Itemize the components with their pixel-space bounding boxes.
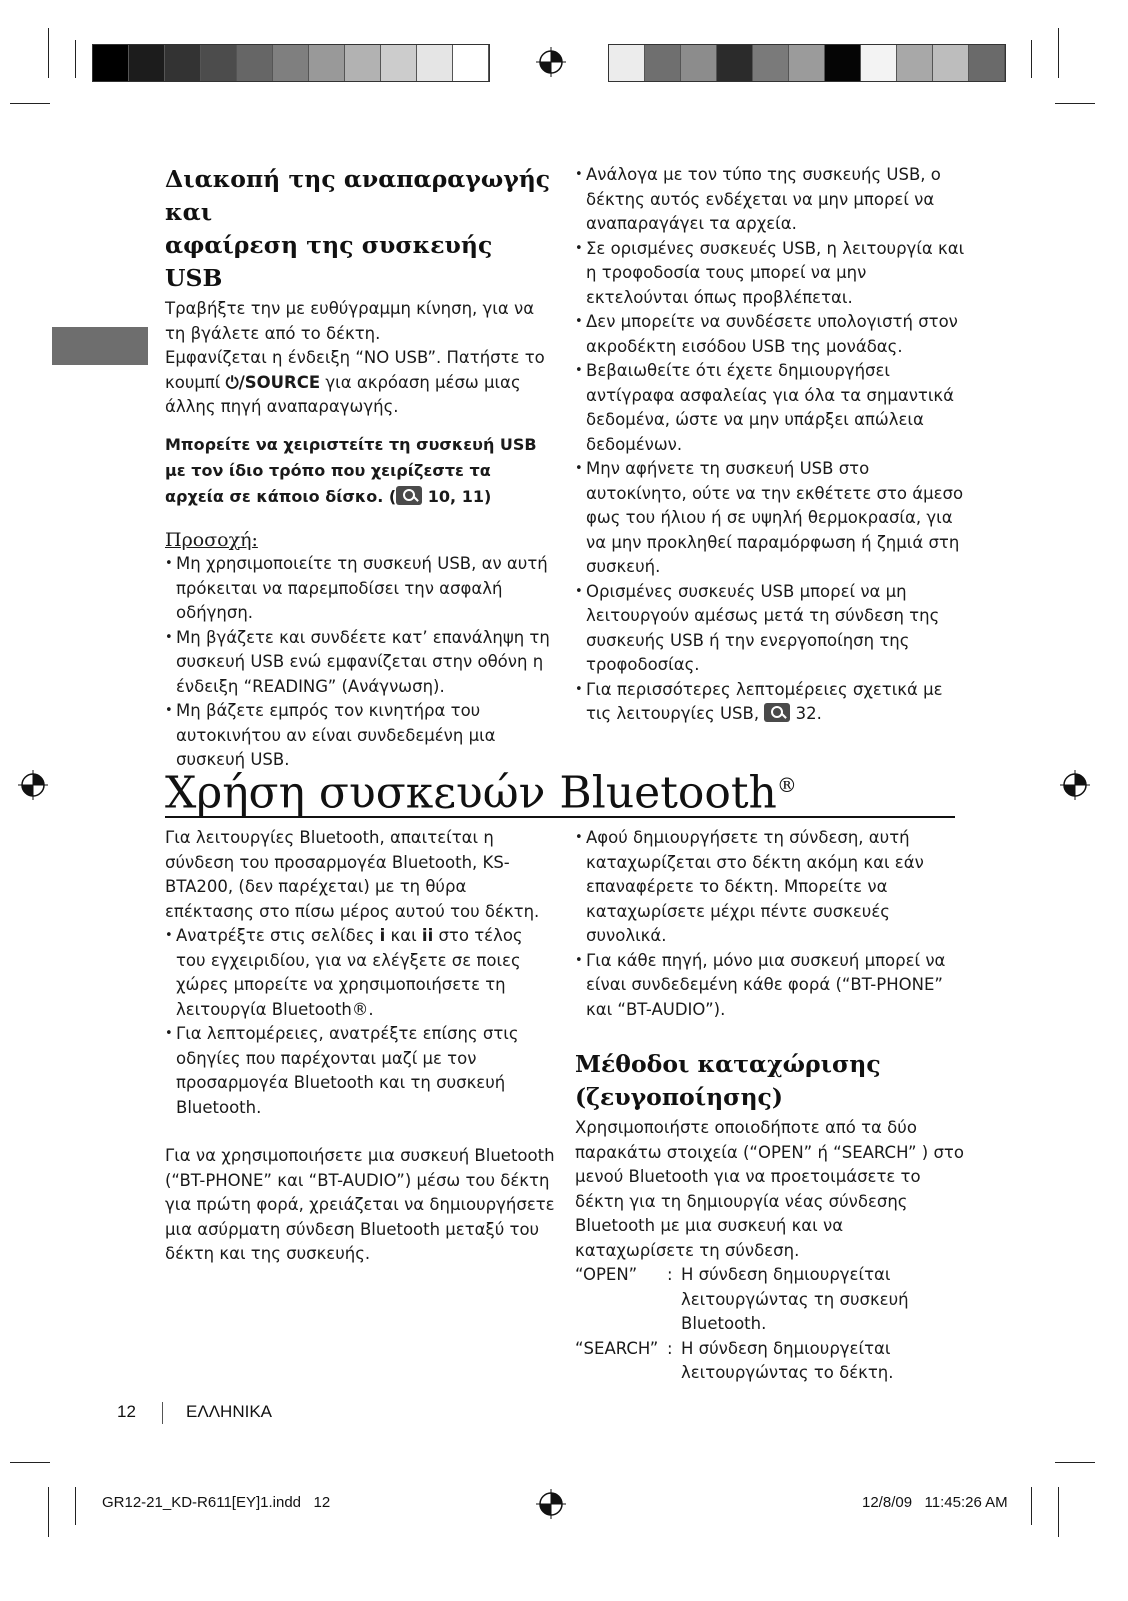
color-swatch <box>789 45 825 81</box>
crop-mark <box>75 1487 76 1525</box>
list-item: • Για κάθε πηγή, μόνο μια συσκευή μπορεί να είναι συνδεδεμένη κάθε φορά (“BT-PHONE” και “BT-AUDIO”). <box>575 949 965 1023</box>
list-item: • Δεν μπορείτε να συνδέσετε υπολογιστή στον ακροδέκτη εισόδου USB της μονάδας. <box>575 310 965 359</box>
color-swatch <box>609 45 645 81</box>
usb-notes-list <box>575 163 965 678</box>
crop-mark <box>75 40 76 78</box>
crop-mark <box>48 28 49 78</box>
caution-heading: Προσοχή: <box>165 528 258 551</box>
color-swatch <box>129 45 165 81</box>
color-swatch <box>309 45 345 81</box>
color-swatch <box>645 45 681 81</box>
color-swatch <box>753 45 789 81</box>
bluetooth-first-use-para: Για να χρησιμοποιήσετε μια συσκευή Bluetooth (“BT-PHONE” και “BT-AUDIO”) μέσω του δέκτη για πρώτη φορά, χρειάζεται να δημιουργήσετε μια ασύρματη σύνδεση Bluetooth μεταξύ του δέκτη και της συσκευής. <box>165 1146 555 1263</box>
color-swatch <box>969 45 1005 81</box>
method-term: “SEARCH” <box>575 1338 659 1358</box>
registration-mark-icon <box>1060 770 1090 800</box>
color-swatch <box>453 45 489 81</box>
usb-removal-section <box>165 163 555 773</box>
crop-mark <box>10 103 50 104</box>
color-swatch <box>417 45 453 81</box>
list-item: • Μη χρησιμοποιείτε τη συσκευή USB, αν αυτή πρόκειται να παρεμποδίσει την ασφαλή οδήγηση. <box>165 552 555 626</box>
color-swatch <box>681 45 717 81</box>
page-reference-icon <box>396 486 422 505</box>
crop-mark <box>1058 1487 1059 1537</box>
source-button-label: ⏻/SOURCE <box>225 372 321 392</box>
color-swatch <box>897 45 933 81</box>
color-swatch <box>861 45 897 81</box>
color-swatch <box>165 45 201 81</box>
usb-notes-column <box>575 163 965 727</box>
color-swatch <box>933 45 969 81</box>
bluetooth-notes-column <box>575 826 965 1386</box>
method-description: Η σύνδεση δημιουργείται λειτουργώντας το δέκτη. <box>681 1338 894 1382</box>
method-term: “OPEN” <box>575 1265 638 1284</box>
list-item: • Ανατρέξτε στις σελίδες i και ii στο τέλος του εγχειριδίου, για να ελέγξετε σε ποιες χώρες μπορείτε να χρησιμοποιήσετε τη λειτουργία Bluetooth®. <box>165 924 555 1022</box>
color-calibration-strip-right <box>608 44 1006 82</box>
color-swatch <box>825 45 861 81</box>
list-item: • Για λεπτομέρειες, ανατρέξτε επίσης στις οδηγίες που παρέχονται μαζί με τον προσαρμογέα Bluetooth και τη συσκευή Bluetooth. <box>165 1022 555 1120</box>
caution-list <box>165 552 555 773</box>
no-usb-para: Εμφανίζεται η ένδειξη “NO USB”. Πατήστε το κουμπί ⏻/SOURCE για ακρόαση μέσω μιας άλλης πηγή αναπαραγωγής. <box>165 348 545 416</box>
footer-divider <box>162 1402 163 1424</box>
crop-mark <box>1055 103 1095 104</box>
page-reference-icon <box>764 703 790 722</box>
color-swatch <box>93 45 129 81</box>
crop-mark <box>1031 1487 1032 1525</box>
color-calibration-strip-left <box>92 44 490 82</box>
list-item: • Σε ορισμένες συσκευές USB, η λειτουργία και η τροφοδοσία τους μπορεί να μην εκτελούνται όπως προβλέπεται. <box>575 237 965 311</box>
language-tab <box>52 327 148 365</box>
pairing-methods-list: “OPEN” : Η σύνδεση δημιουργείται λειτουργώντας τη συσκευή Bluetooth. “SEARCH” : Η σύνδεση δημιουργείται λειτουργώντας το δέκτη. <box>575 1263 965 1386</box>
color-swatch <box>345 45 381 81</box>
bluetooth-intro-column <box>165 826 555 1267</box>
language-label: ΕΛΛΗΝΙΚΑ <box>186 1402 273 1421</box>
pairing-methods-para: Χρησιμοποιήστε οποιοδήποτε από τα δύο παρακάτω στοιχεία (“OPEN” ή “SEARCH” ) στο μενού Bluetooth για να προετοιμάσετε το δέκτη για τη δημιουργία νέας σύνδεσης Bluetooth με μια συσκευή και να καταχωρίσετε τη σύνδεση. <box>575 1118 964 1260</box>
list-item: • Βεβαιωθείτε ότι έχετε δημιουργήσει αντίγραφα ασφαλείας για όλα τα σημαντικά δεδομένα, ώστε να μην υπάρξει απώλεια δεδομένων. <box>575 359 965 457</box>
list-item: • Μη βάζετε εμπρός τον κινητήρα του αυτοκινήτου αν είναι συνδεδεμένη μια συσκευή USB. <box>165 699 555 773</box>
registration-mark-icon <box>18 770 48 800</box>
print-timestamp: 12/8/09 11:45:26 AM <box>862 1494 1008 1511</box>
usb-removal-para: Τραβήξτε την με ευθύγραμμη κίνηση, για να τη βγάλετε από το δέκτη. <box>165 299 535 343</box>
bluetooth-intro: Για λειτουργίες Bluetooth, απαιτείται η σύνδεση του προσαρμογέα Bluetooth, KS-BTA200, (δεν παρέχεται) με τη θύρα επέκτασης στο πίσω μέρος αυτού του δέκτη. <box>165 828 540 921</box>
color-swatch <box>273 45 309 81</box>
bluetooth-section-title: Χρήση συσκευών Bluetooth® <box>165 767 797 819</box>
method-description: Η σύνδεση δημιουργείται λειτουργώντας τη συσκευή Bluetooth. <box>681 1265 909 1333</box>
crop-mark <box>10 1462 50 1463</box>
page-number: 12 <box>117 1402 136 1421</box>
color-swatch <box>237 45 273 81</box>
color-swatch <box>201 45 237 81</box>
title-rule <box>165 816 955 818</box>
pairing-methods-heading: Μέθοδοι καταχώρισης (ζευγοποίησης) <box>575 1050 881 1111</box>
bluetooth-notes-list <box>575 826 965 1022</box>
usb-removal-heading: Διακοπή της αναπαραγωγής και αφαίρεση της συσκευής USB <box>165 165 551 292</box>
registration-mark-icon <box>536 47 566 77</box>
file-info: GR12-21_KD-R611[EY]1.indd 12 <box>102 1494 331 1511</box>
list-item: • Αφού δημιουργήσετε τη σύνδεση, αυτή καταχωρίζεται στο δέκτη ακόμη και εάν επαναφέρετε το δέκτη. Μπορείτε να καταχωρίσετε μέχρι πέντε συσκευές συνολικά. <box>575 826 965 949</box>
crop-mark <box>1058 28 1059 78</box>
list-item: • Για περισσότερες λεπτομέρειες σχετικά με τις λειτουργίες USB, 32. <box>575 678 965 727</box>
list-item: • Μη βγάζετε και συνδέετε κατ’ επανάληψη τη συσκευή USB ενώ εμφανίζεται στην οθόνη η ένδειξη “READING” (Ανάγνωση). <box>165 626 555 700</box>
crop-mark <box>1031 40 1032 78</box>
registration-mark-icon <box>536 1489 566 1519</box>
color-swatch <box>717 45 753 81</box>
crop-mark <box>48 1487 49 1537</box>
crop-mark <box>1055 1462 1095 1463</box>
list-item: • Μην αφήνετε τη συσκευή USB στο αυτοκίνητο, ούτε να την εκθέτετε στο άμεσο φως του ήλιου ή σε υψηλή θερμοκρασία, για να μην προκληθεί παραμόρφωση ή ζημιά στη συσκευή. <box>575 457 965 580</box>
color-swatch <box>381 45 417 81</box>
list-item: • Ορισμένες συσκευές USB μπορεί να μη λειτουργούν αμέσως μετά τη σύνδεση της συσκευής USB ή την ενεργοποίηση της τροφοδοσίας. <box>575 580 965 678</box>
list-item: • Ανάλογα με τον τύπο της συσκευής USB, ο δέκτης αυτός ενδέχεται να μην μπορεί να αναπαραγάγει τα αρχεία. <box>575 163 965 237</box>
usb-disc-note: Μπορείτε να χειριστείτε τη συσκευή USB με τον ίδιο τρόπο που χειρίζεστε τα αρχεία σε κάποιο δίσκο. ( 10, 11) <box>165 434 537 506</box>
